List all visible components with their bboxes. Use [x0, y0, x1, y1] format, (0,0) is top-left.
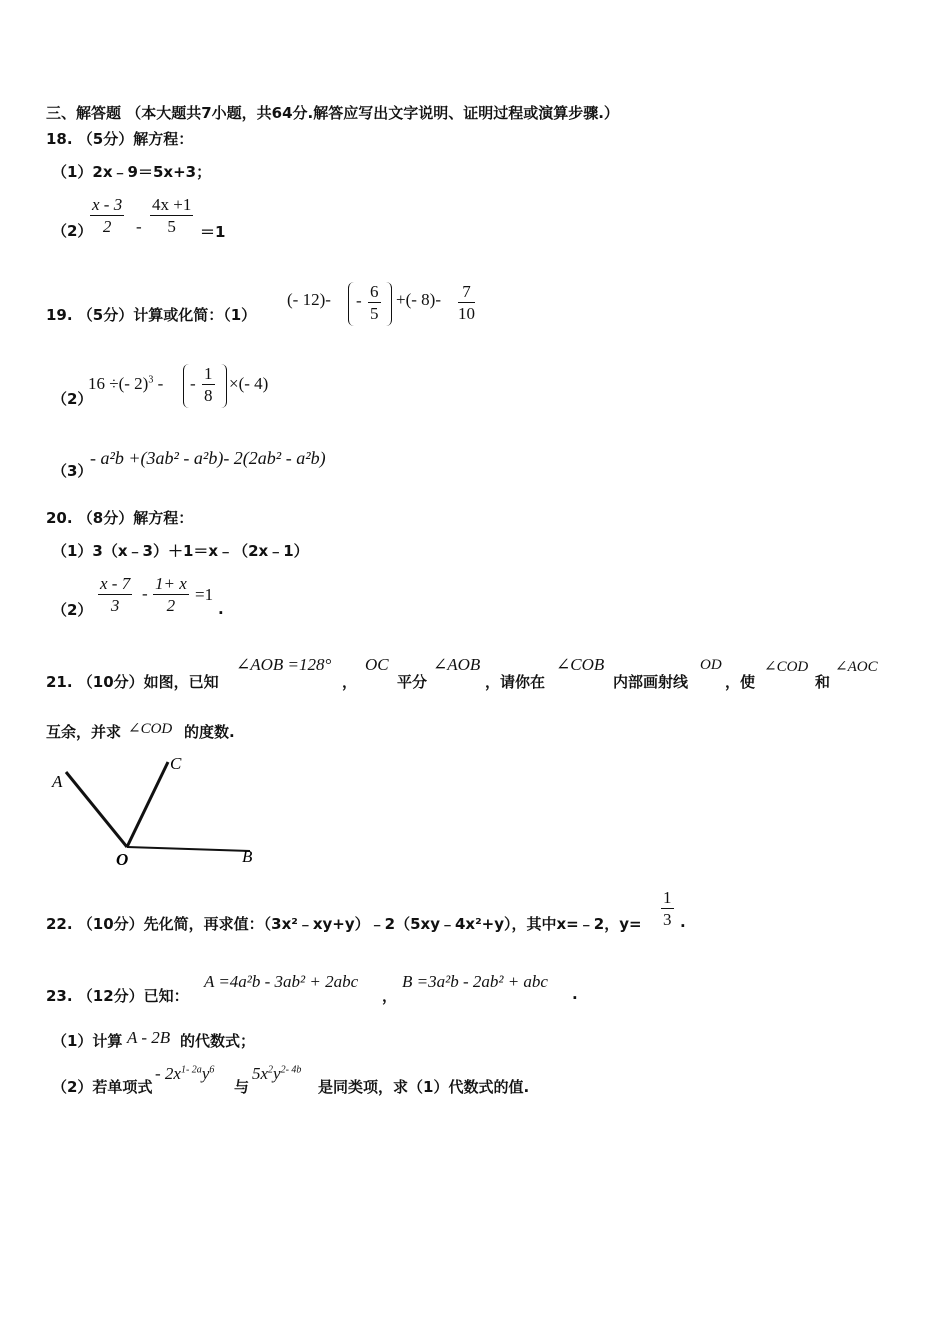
angle-cod: ∠COD [764, 659, 809, 675]
monomial-2 [252, 1064, 301, 1084]
q18-fraction-1 [90, 194, 124, 237]
exponent: 6 [209, 1064, 215, 1076]
denominator: 3 [663, 910, 672, 929]
q22-period: . [680, 913, 686, 931]
q19-part3-label: （3） [52, 462, 93, 480]
numerator: 6 [370, 282, 379, 301]
denominator: 10 [458, 304, 475, 323]
q23-p1-b: 的代数式； [180, 1032, 256, 1050]
mono2-base: 5x [252, 1064, 269, 1083]
q18-head: 18. （5分）解方程： [46, 130, 194, 148]
angle-aob-value: ∠AOB =128° [236, 655, 332, 674]
numerator: x - 3 [92, 195, 123, 214]
q23-period: . [572, 985, 578, 1003]
minus-sign: - [190, 374, 196, 393]
q21-text-ray: 内部画射线 [613, 673, 689, 691]
q19-p2-base: 16 ÷(- 2) [88, 374, 149, 393]
q21-text-bisect: 平分 [397, 673, 428, 691]
q20-part2-label: （2） [52, 601, 93, 619]
q19-p3-expression: - a²b +(3ab² - a²b)- 2(2ab² - a²b) [90, 448, 326, 468]
mono1-base: - 2x [155, 1064, 181, 1083]
q19-p2-minus: - [153, 374, 164, 393]
q20-head: 20. （8分）解方程： [46, 509, 194, 527]
q22-head: 22. （10分）先化简，再求值：（3x²﹣xy+y）﹣2（5xy﹣4x²+y），其中x=﹣2，y= [46, 915, 642, 933]
denominator: 8 [204, 386, 213, 405]
q23-expr-b: B =3a²b - 2ab² + abc [402, 972, 548, 991]
q23-p1-a: （1）计算 [52, 1032, 123, 1050]
ray-ob [127, 847, 250, 851]
q23-p2-c: 是同类项，求（1）代数式的值. [318, 1078, 530, 1096]
q22-fraction [661, 887, 674, 930]
angle-cob: ∠COB [556, 655, 605, 674]
monomial-1 [155, 1064, 214, 1084]
comma: ， [342, 673, 358, 691]
q21-line2-b: 的度数. [184, 723, 235, 741]
q18-fraction-2 [150, 194, 193, 237]
q19-fraction-2 [458, 281, 475, 324]
q19-p2-expr-d: ×(- 4) [229, 374, 269, 393]
minus-sign: - [136, 217, 142, 236]
q21-head: 21. （10分）如图，已知 [46, 673, 219, 691]
q19-head: 19. （5分）计算或化简：（1） [46, 306, 257, 324]
denominator: 2 [102, 217, 112, 236]
numerator: x - 7 [100, 574, 131, 593]
q21-text-and: 和 [815, 673, 831, 691]
q23-p1-expr: A - 2B [127, 1028, 171, 1047]
exponent: 1- 2a [180, 1064, 202, 1076]
q19-part2-label: （2） [52, 390, 93, 408]
angle-figure [40, 748, 280, 874]
comma: ， [382, 987, 398, 1005]
q23-head: 23. （12分）已知： [46, 987, 189, 1005]
q19-fraction-1 [368, 281, 381, 324]
denominator: 5 [370, 304, 379, 323]
q20-part1: （1）3（x﹣3）＋1＝x﹣（2x﹣1） [52, 542, 309, 560]
numerator: 1 [204, 364, 213, 383]
q18-equals-one: ＝1 [200, 223, 226, 241]
denominator: 3 [110, 596, 120, 615]
label-b: B [242, 847, 253, 866]
denominator: 5 [167, 217, 176, 236]
exponent: 3 [148, 374, 154, 386]
q18-part1: （1）2x﹣9＝5x+3； [52, 163, 212, 181]
ray-oc: OC [365, 655, 389, 674]
q20-equals-one: =1 [195, 585, 214, 604]
angle-aob: ∠AOB [433, 655, 481, 674]
section-title: 三、解答题 （本大题共7小题，共64分.解答应写出文字说明、证明过程或演算步骤.） [46, 104, 619, 122]
ray-oc-line [127, 762, 168, 847]
numerator: 1+ x [155, 574, 187, 593]
q21-text-make: ，使 [725, 673, 756, 691]
q21-text-draw-in: ，请你在 [485, 673, 546, 691]
exponent: 2 [268, 1064, 274, 1076]
q23-p2-a: （2）若单项式 [52, 1078, 153, 1096]
q23-expr-a: A =4a²b - 3ab² + 2abc [204, 972, 359, 991]
label-c: C [170, 754, 182, 773]
q19-expr-c: +(- 8)- [396, 290, 441, 309]
numerator: 4x +1 [152, 195, 192, 214]
q20-period: . [218, 600, 224, 618]
mono1-y: y [201, 1064, 210, 1083]
q23-p2-with: 与 [234, 1078, 250, 1096]
label-a: A [52, 772, 63, 791]
angle-cod-2: ∠COD [128, 721, 173, 737]
label-o: O [116, 850, 129, 869]
numerator: 1 [663, 888, 672, 907]
angle-aoc: ∠AOC [835, 659, 878, 675]
q19-p2-fraction [202, 363, 215, 406]
q20-fraction-2 [153, 573, 189, 616]
ray-oa [66, 772, 127, 847]
minus-sign: - [356, 291, 362, 310]
minus-sign: - [142, 584, 148, 603]
q20-fraction-1 [98, 573, 132, 616]
denominator: 2 [166, 596, 176, 615]
q19-p2-expr-a [88, 374, 163, 394]
q21-line2-a: 互余，并求 [46, 723, 122, 741]
q19-expr-a: (- 12)- [287, 290, 331, 309]
numerator: 7 [458, 281, 475, 303]
mono2-y: y [273, 1064, 281, 1083]
exponent: 2- 4b [280, 1064, 302, 1076]
q18-part2-label: （2） [52, 222, 93, 240]
ray-od: OD [700, 657, 722, 673]
